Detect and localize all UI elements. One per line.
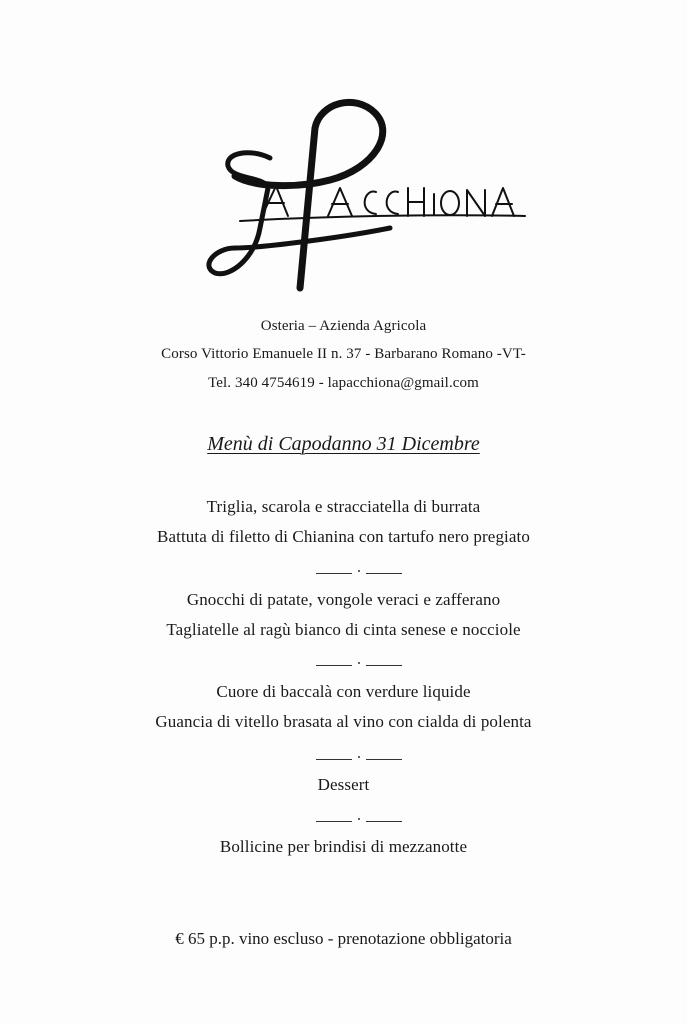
contacts: Tel. 340 4754619 - lapacchiona@gmail.com: [208, 375, 479, 391]
menu-title: Menù di Capodanno 31 Dicembre: [207, 433, 480, 455]
course3-dish2: Guancia di vitello brasata al vino con cialda di polenta: [155, 712, 532, 731]
business-type: Osteria – Azienda Agricola: [260, 318, 427, 334]
course-separator: [0, 754, 687, 764]
course1-dish1: Triglia, scarola e stracciatella di burrata: [206, 497, 481, 516]
price-note: € 65 p.p. vino escluso - prenotazione obbligatoria: [175, 929, 512, 948]
course-separator: [0, 816, 687, 826]
address: Corso Vittorio Emanuele II n. 37 - Barbarano Romano -VT-: [161, 346, 526, 362]
course2-dish2: Tagliatelle al ragù bianco di cinta senese e nocciole: [166, 620, 521, 639]
course1-dish2: Battuta di filetto di Chianina con tartufo nero pregiato: [157, 527, 530, 546]
course4-dish1: Dessert: [317, 775, 370, 794]
course3-dish1: Cuore di baccalà con verdure liquide: [216, 682, 471, 701]
course5-dish1: Bollicine per brindisi di mezzanotte: [219, 837, 468, 856]
course-separator: [0, 568, 687, 578]
course-separator: [0, 660, 687, 670]
la-pacchiona-logo: [180, 88, 540, 308]
course2-dish1: Gnocchi di patate, vongole veraci e zafferano: [186, 590, 501, 609]
